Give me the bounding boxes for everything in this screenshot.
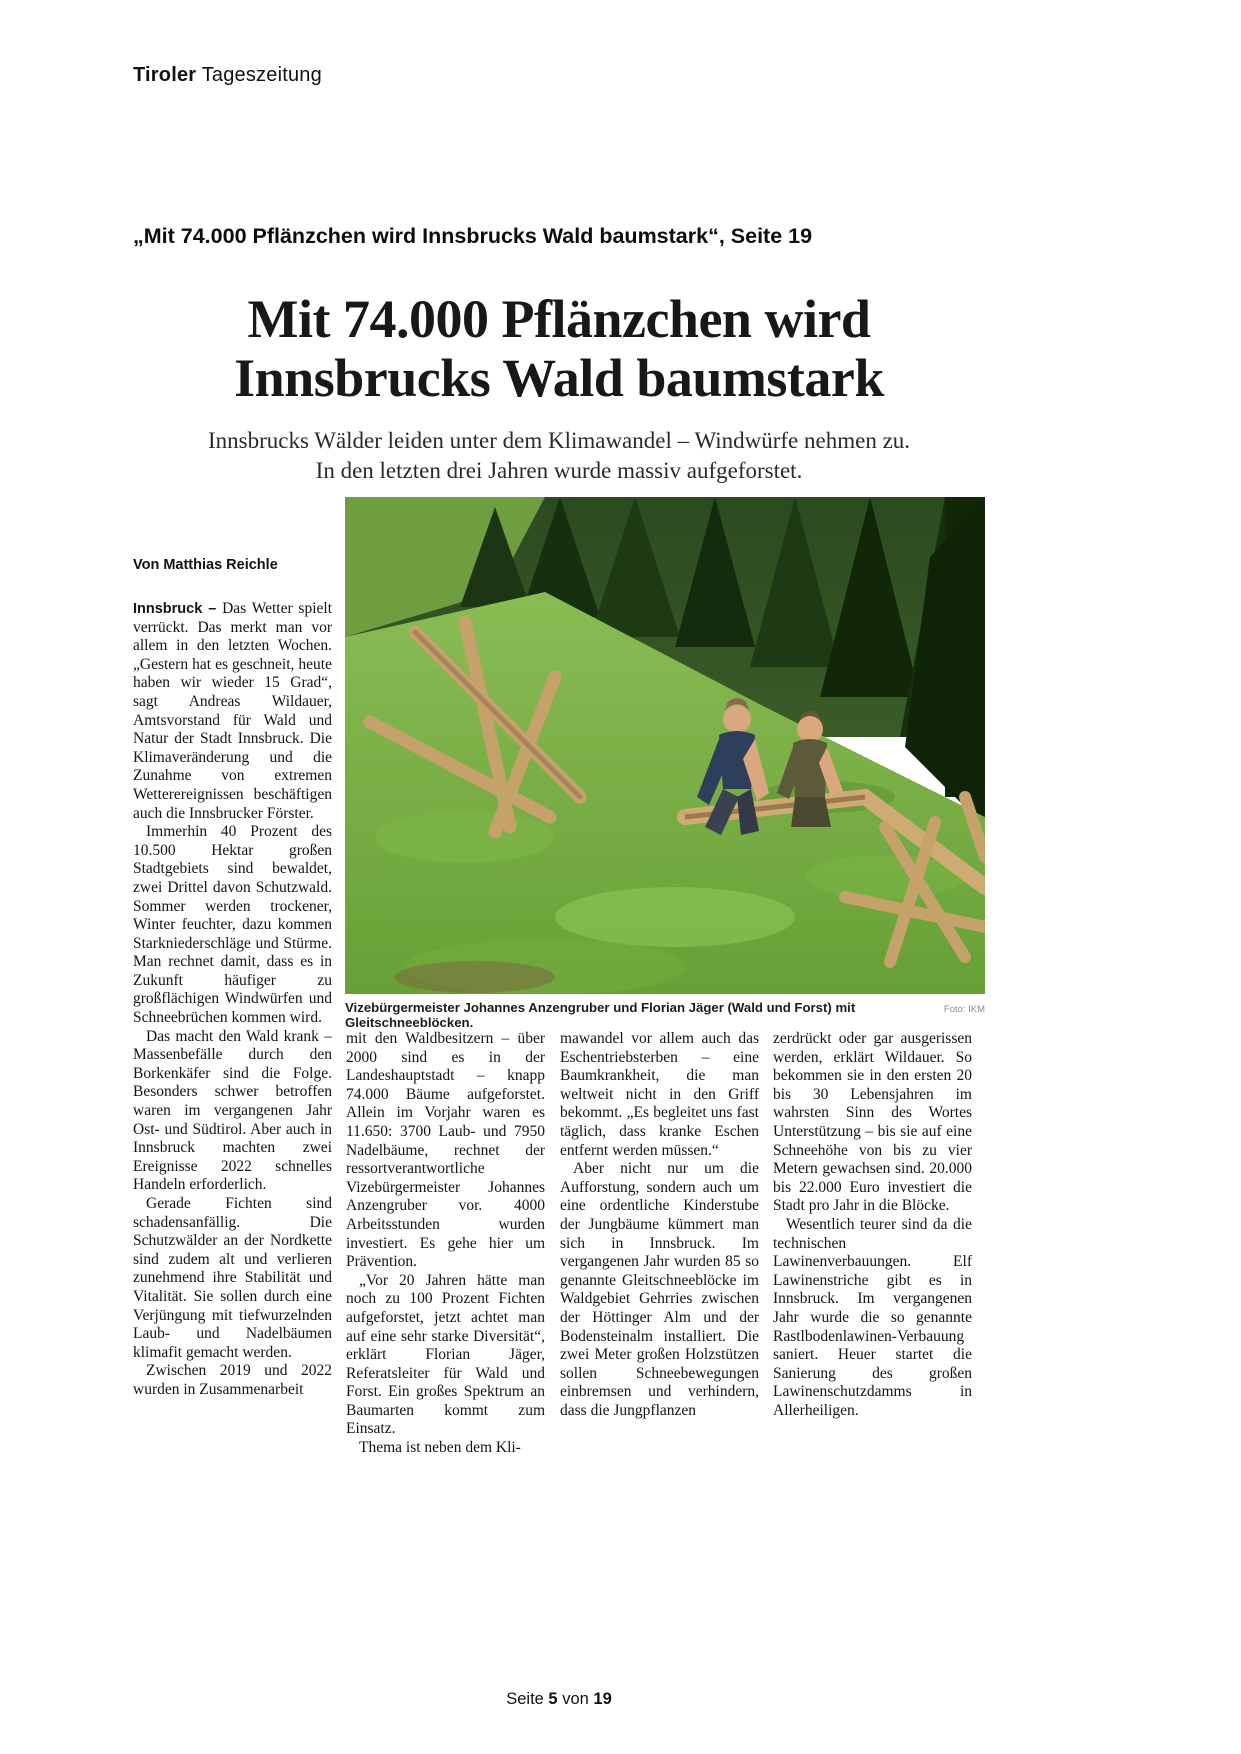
footer-page-number: 5 [548, 1690, 558, 1708]
paragraph: Das macht den Wald krank – Massenbefälle durch den Borkenkäfer sind die Folge. Besonders schwer betroffen waren im vergangenen Jahr Ost- und Südtirol. Aber auch in Innsbruck machten zwei Ereignisse 2022 schnelles Handeln erforderlich. [133, 1027, 332, 1194]
article-column-1 [133, 600, 332, 1425]
paragraph: mawandel vor allem auch das Eschentriebsterben – eine Baumkrankheit, die man weltweit nicht in den Griff bekommt. „Es begleitet uns fast täglich, dass kranke Eschen entfernt werden müssen.“ [560, 1030, 759, 1159]
photo-caption: Vizebürgermeister Johannes Anzengruber und Florian Jäger (Wald und Forst) mit Gleitschneeblöcken. [345, 1000, 856, 1030]
article-photo [345, 497, 985, 994]
article-column-2 [346, 1030, 545, 1458]
headline-line-2: Innsbrucks Wald baumstark [234, 347, 884, 408]
article-column-4 [773, 1030, 972, 1420]
article-column-3 [560, 1030, 759, 1420]
article-subhead: Innsbrucks Wälder leiden unter dem Klimawandel – Windwürfe nehmen zu. In den letzten drei Jahren wurde massiv aufgeforstet. [207, 427, 911, 484]
paragraph: „Vor 20 Jahren hätte man noch zu 100 Prozent Fichten aufgeforstet, jetzt achtet man auf eine sehr starke Diversität“, erklärt Florian Jäger, Referatsleiter für Wald und Forst. Ein großes Spektrum an Baumarten kommt zum Einsatz. [346, 1271, 545, 1438]
masthead-brand-regular: Tageszeitung [201, 64, 322, 86]
byline: Von Matthias Reichle [133, 557, 278, 573]
paragraph: Aber nicht nur um die Aufforstung, sondern auch um eine ordentliche Kinderstube der Jungbäume kümmert man sich in Innsbruck. Im vergangenen Jahr wurden 85 so genannte Gleitschneeblöcke im Waldgebiet Gehrries zwischen der Höttinger Alm und der Bodensteinalm installiert. Die zwei Meter großen Holzstützen sollen Schneebewegungen einbremsen und verhindern, dass die Jungpflanzen [560, 1160, 759, 1419]
footer-total-pages: 19 [593, 1690, 612, 1708]
dateline: Innsbruck – [133, 601, 217, 617]
paragraph: Wesentlich teurer sind da die technischen Lawinenverbauungen. Elf Lawinenstriche gibt es in Innsbruck. Im vergangenen Jahr wurde die so genannte Rastlbodenlawinen-Verbauung saniert. Heuer startet die Sanierung des großen Lawinenschutzdamms in Allerheiligen. [773, 1215, 972, 1419]
paragraph: mit den Waldbesitzern – über 2000 sind es in der Landeshauptstadt – knapp 74.000 Bäume aufgeforstet. Allein im Vorjahr waren es 11.650: 3700 Laub- und 7950 Nadelbäume, rechnet der ressortverantwortliche Vizebürgermeister Johannes Anzengruber vor. 4000 Arbeitsstunden wurden investiert. Es gehe hier um Prävention. [346, 1030, 545, 1271]
paragraph-text: Das Wetter spielt verrückt. Das merkt man vor allem in den letzten Wochen. „Gestern hat es geschneit, heute haben wir wieder 15 Grad“, sagt Andreas Wildauer, Amtsvorstand für Wald und Natur der Stadt Innsbruck. Die Klimaveränderung und die Zunahme von extremen Wetterereignissen beschäftigen auch die Innsbrucker Förster. [133, 600, 333, 822]
paragraph: Thema ist neben dem Kli- [359, 1439, 521, 1457]
paragraph: zerdrückt oder gar ausgerissen werden, erklärt Wildauer. So bekommen sie in den ersten 20 bis 30 Lebensjahren im wahrsten Sinn des Wortes Unterstützung – bis sie auf eine Schneehöhe von bis zu vier Metern gewachsen sind. 20.000 bis 22.000 Euro investiert die Stadt pro Jahr in die Blöcke. [773, 1030, 972, 1215]
masthead-brand-bold: Tiroler [133, 64, 197, 86]
paragraph: Zwischen 2019 und 2022 wurden in Zusammenarbeit [133, 1362, 332, 1398]
masthead [133, 64, 322, 87]
page-footer [133, 1690, 985, 1709]
forest-photo-illustration [345, 497, 985, 994]
paragraph: Immerhin 40 Prozent des 10.500 Hektar großen Stadtgebiets sind bewaldet, zwei Drittel davon Schutzwald. Sommer werden trockener, Winter feuchter, dazu kommen Starkniederschläge und Stürme. Man rechnet damit, dass es in Zukunft häufiger zu großflächigen Windwürfen und Schneebrüchen kommen wird. [133, 823, 332, 1027]
footer-label-page: Seite [506, 1690, 544, 1708]
toc-headline-line: „Mit 74.000 Pflänzchen wird Innsbrucks Wald baumstark“, Seite 19 [133, 224, 813, 248]
headline-line-1: Mit 74.000 Pflänzchen wird [247, 289, 871, 349]
article-head [133, 290, 985, 486]
footer-label-of: von [562, 1690, 589, 1708]
photo-credit: Foto: IKM [943, 1004, 985, 1015]
paragraph [133, 600, 332, 823]
photo-caption-row [345, 1000, 985, 1030]
paragraph: Gerade Fichten sind schadensanfällig. Die Schutzwälder an der Nordkette sind zudem alt und verlieren zunehmend ihre Stabilität und Vitalität. Sie sollen durch eine Verjüngung mit tiefwurzelnden Laub- und Nadelbäumen klimafit gemacht werden. [133, 1195, 332, 1361]
article-headline [133, 290, 985, 408]
